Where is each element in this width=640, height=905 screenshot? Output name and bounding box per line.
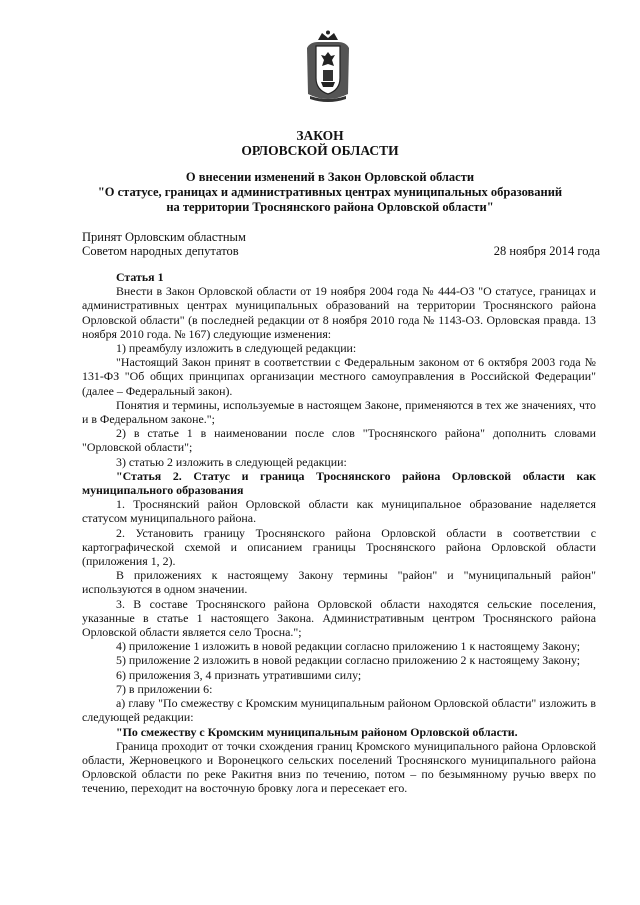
paragraph: а) главу "По смежеству с Кромским муниципальным районом Орловской области" изложить в следующей редакции: [82,696,596,725]
paragraph: Понятия и термины, используемые в настоящем Законе, применяются в тех же значениях, что и в Федеральном законе."; [82,397,596,427]
paragraph: 4) приложение 1 изложить в новой редакции согласно приложению 1 к настоящему Закону; [116,639,581,654]
law-subtitle-line-2: "О статусе, границах и административных центрах муниципальных образований [97,185,563,199]
article-body [82,270,596,796]
paragraph: 3) статью 2 изложить в следующей редакции: [116,454,347,469]
paragraph: "Настоящий Закон принят в соответствии с Федеральным законом от 6 октября 2003 года № 131-ФЗ "Об общих принципах организации местного самоуправления в Российской Федерации" (далее – Федеральный закон). [82,355,596,398]
adoption-block [82,230,246,258]
adoption-line-2: Советом народных депутатов [82,244,239,258]
section-heading: "По смежеству с Кромским муниципальным районом Орловской области. [116,724,518,739]
law-subtitle-line-1: О внесении изменений в Закон Орловской области [185,170,475,184]
article-heading: Статья 1 [116,270,164,284]
law-region: ОРЛОВСКОЙ ОБЛАСТИ [241,143,399,158]
paragraph: 5) приложение 2 изложить в новой редакции согласно приложению 2 к настоящему Закону; [116,653,581,668]
paragraph: 3. В составе Троснянского района Орловской области находятся сельские поселения, указанные в статье 1 настоящего Закона. Административным центром Троснянского района Орловской области является село Тросна."; [82,596,596,640]
coat-of-arms-icon [304,30,352,104]
article-2-heading: "Статья 2. Статус и граница Троснянского района Орловской области как муниципального образования [82,468,596,498]
adoption-line-1: Принят Орловским областным [82,230,246,244]
paragraph: 6) приложения 3, 4 признать утратившими силу; [116,667,362,682]
paragraph: 7) в приложении 6: [116,681,213,696]
paragraph: Внести в Закон Орловской области от 19 ноября 2004 года № 444-ОЗ "О статусе, границах и административных центрах муниципальных образований на территории Троснянского района Орловской области" (в последней редакции от 8 ноября 2010 года № 1143-ОЗ. Орловская правда. 13 ноября 2010 года. № 167) следующие изменения: [82,284,596,341]
adoption-date: 28 ноября 2014 года [493,244,600,258]
paragraph: 2. Установить границу Троснянского района Орловской области в соответствии с картографической схемой и описанием границы Троснянского района Орловской области (приложения 1, 2). [82,525,596,569]
paragraph: 1) преамбулу изложить в следующей редакции: [116,341,357,356]
law-subtitle-line-3: на территории Троснянского района Орловской области" [166,200,494,214]
paragraph: Граница проходит от точки схождения границ Кромского муниципального района Орловской области, Жерновецкого и Воронецкого сельских поселений Троснянского муниципального района Орловской области по реке Ракитня вниз по течению, потом – по безымянному ручью вверх по течению, переходит на восточную бровку лога и пересекает его. [82,738,596,796]
paragraph: В приложениях к настоящему Закону термины "район" и "муниципальный район" используются в одном значении. [82,568,596,597]
paragraph: 1. Троснянский район Орловской области как муниципальное образование наделяется статусом муниципального района. [82,497,596,526]
paragraph: 2) в статье 1 в наименовании после слов "Троснянского района" дополнить словами "Орловской области"; [82,426,596,455]
law-title: ЗАКОН [296,128,344,143]
